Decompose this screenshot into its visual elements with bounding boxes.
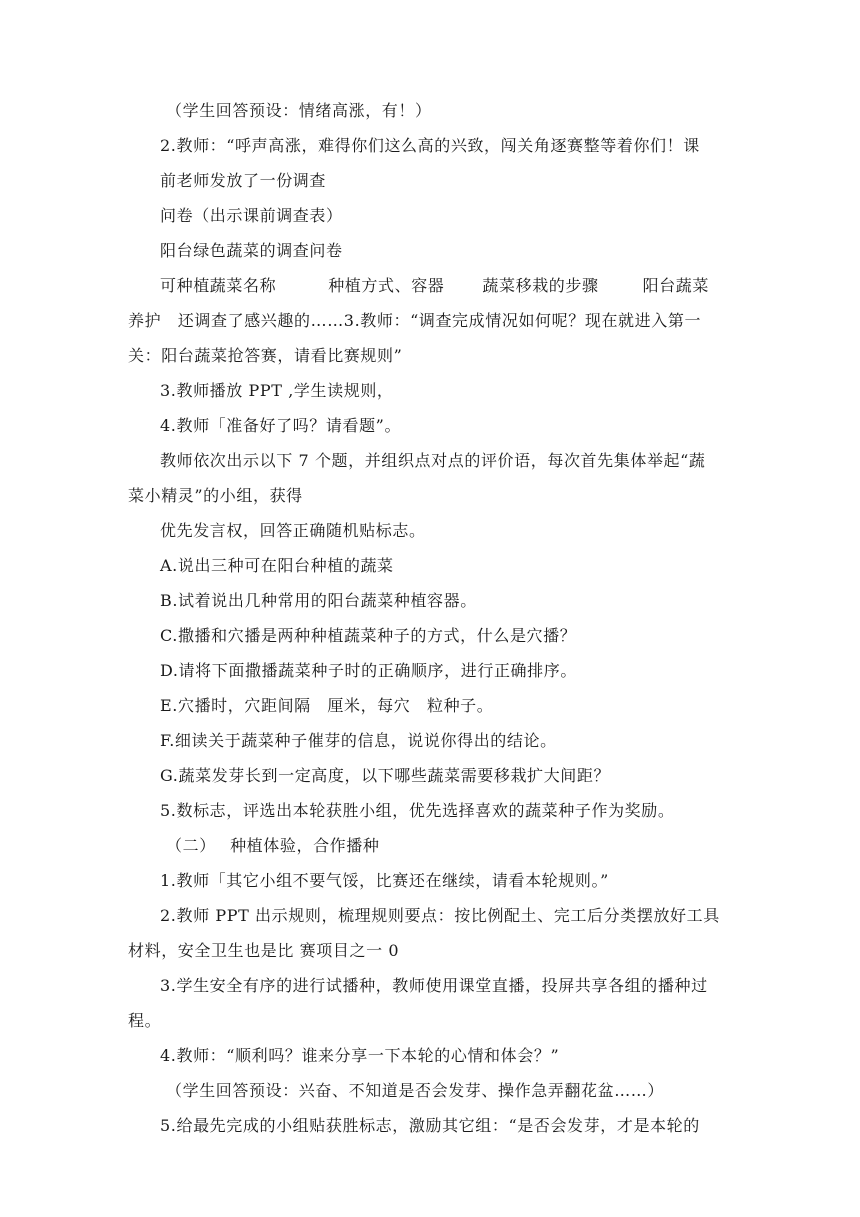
paragraph: 2.教师：“呼声高涨，难得你们这么高的兴致，闯关角逐赛整等着你们！课	[160, 136, 700, 155]
question-f: F.细读关于蔬菜种子催芽的信息，说说你得出的结论。	[160, 731, 557, 750]
survey-column: 种植方式、容器	[328, 276, 445, 295]
paragraph: 3.教师播放 PPT ,学生读规则，	[160, 381, 394, 400]
paragraph: 4.教师：“顺利吗？谁来分享一下本轮的心情和体会？”	[160, 1046, 560, 1065]
paragraph: 材料，安全卫生也是比 赛项目之一 0	[128, 941, 400, 960]
paragraph: 养护 还调查了感兴趣的……3.教师：“调查完成情况如何呢？现在就进入第一	[128, 311, 702, 330]
survey-column: 阳台蔬菜	[642, 276, 710, 295]
paragraph: 菜小精灵”的小组，获得	[128, 486, 303, 505]
paragraph: 教师依次出示以下 7 个题，并组织点对点的评价语，每次首先集体举起“蔬	[160, 451, 706, 470]
paragraph: （学生回答预设：兴奋、不知道是否会发芽、操作急弄翻花盆……）	[166, 1081, 665, 1100]
survey-column: 蔬菜移栽的步骤	[482, 276, 599, 295]
paragraph: 1.教师「其它小组不要气馁，比赛还在继续，请看本轮规则。”	[160, 871, 609, 890]
paragraph: 5.给最先完成的小组贴获胜标志，激励其它组：“是否会发芽，才是本轮的	[160, 1116, 700, 1135]
question-b: B.试着说出几种常用的阳台蔬菜种植容器。	[160, 591, 477, 610]
paragraph: 关：阳台蔬菜抢答赛，请看比赛规则”	[128, 346, 403, 365]
section-heading: （二） 种植体验，合作播种	[166, 836, 380, 855]
paragraph: 优先发言权，回答正确随机贴标志。	[160, 521, 426, 540]
paragraph: 3.学生安全有序的进行试播种，教师使用课堂直播，投屏共享各组的播种过	[160, 976, 708, 995]
paragraph: 5.数标志，评选出本轮获胜小组，优先选择喜欢的蔬菜种子作为奖励。	[160, 801, 675, 820]
paragraph: 程。	[128, 1011, 162, 1030]
paragraph: （学生回答预设：情绪高涨，有！）	[166, 101, 432, 120]
paragraph: 问卷（出示课前调查表）	[160, 206, 343, 225]
question-d: D.请将下面撒播蔬菜种子时的正确顺序，进行正确排序。	[160, 661, 577, 680]
paragraph: 前老师发放了一份调查	[160, 171, 327, 190]
survey-column: 可种植蔬菜名称	[160, 276, 277, 295]
document-body	[128, 93, 734, 1143]
paragraph: 4.教师「准备好了吗？请看题”。	[160, 416, 402, 435]
question-e: E.穴播时，穴距间隔 厘米，每穴 粒种子。	[160, 696, 494, 715]
question-c: C.撒播和穴播是两种种植蔬菜种子的方式，什么是穴播？	[160, 626, 577, 645]
question-a: A.说出三种可在阳台种植的蔬菜	[160, 556, 394, 575]
survey-columns	[128, 268, 734, 303]
survey-title: 阳台绿色蔬菜的调查问卷	[160, 241, 343, 260]
question-g: G.蔬菜发芽长到一定高度，以下哪些蔬菜需要移栽扩大间距？	[160, 766, 611, 785]
paragraph: 2.教师 PPT 出示规则，梳理规则要点：按比例配土、完工后分类摆放好工具	[160, 906, 720, 925]
